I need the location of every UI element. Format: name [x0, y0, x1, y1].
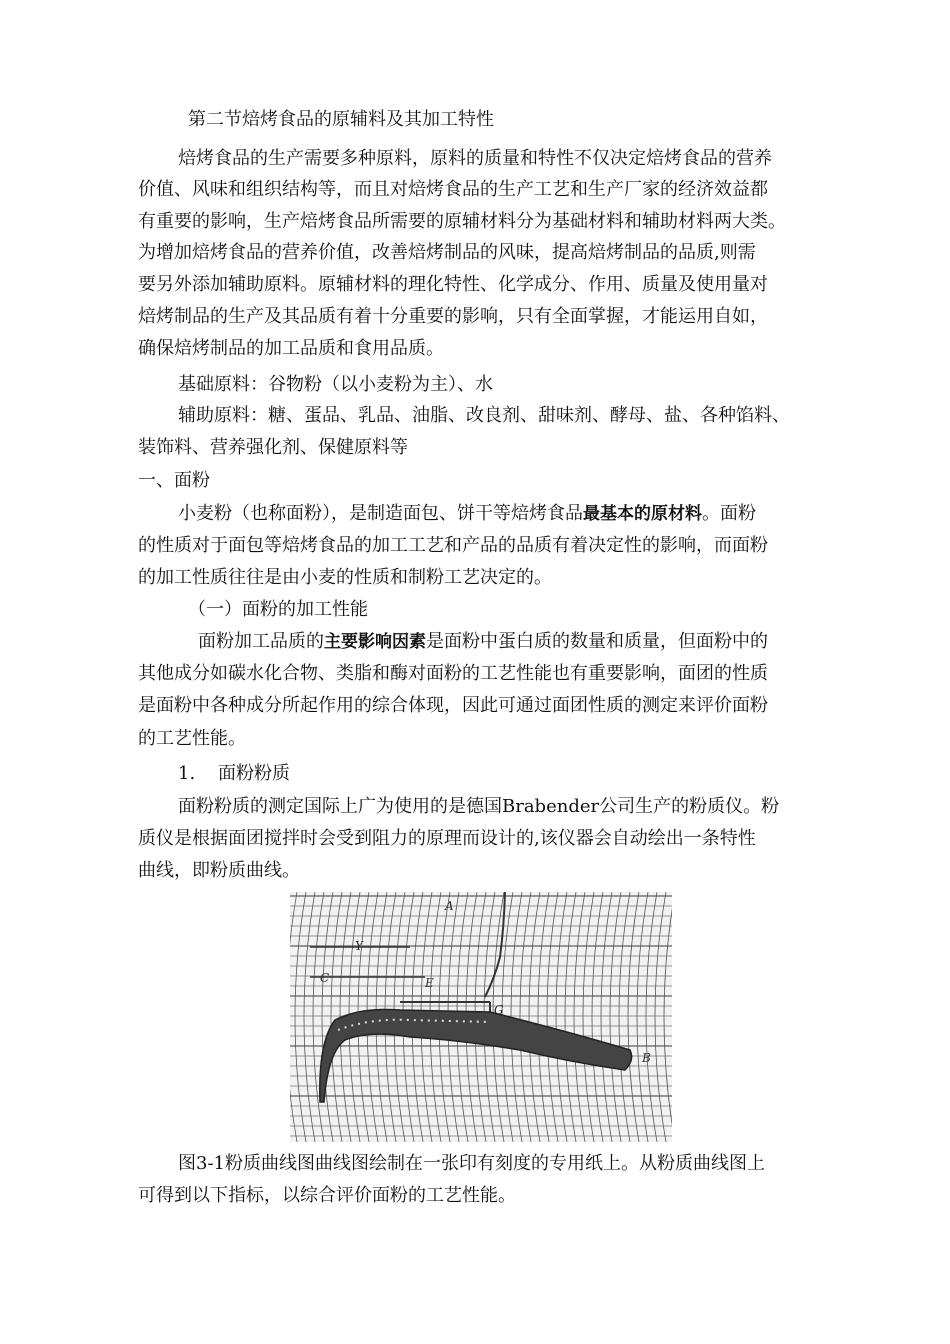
- heading-flour: 一、面粉: [138, 470, 210, 491]
- text-line: 确保焙烤制品的加工品质和食用品质。: [138, 338, 444, 359]
- text-line: 为增加焙烤食品的营养价值，改善焙烤制品的风味，提高焙烤制品的品质,则需: [138, 242, 756, 263]
- figure-label-a: A: [445, 899, 454, 913]
- text-line: [178, 502, 756, 526]
- text-line: 的性质对于面包等焙烤食品的加工工艺和产品的品质有着决定性的影响，而面粉: [138, 535, 768, 556]
- text-line: 价值、风味和组织结构等，而且对焙烤食品的生产工艺和生产厂家的经济效益都: [138, 179, 768, 200]
- emphasis-text: 主要影响因素: [324, 632, 426, 652]
- text-line: 曲线，即粉质曲线。: [138, 860, 300, 881]
- section-title: 第二节焙烤食品的原辅料及其加工特性: [188, 109, 494, 130]
- basic-materials-line: 基础原料：谷物粉（以小麦粉为主）、水: [178, 374, 493, 395]
- farinograph-curve-figure: [290, 892, 672, 1142]
- figure-label-g: G: [494, 1003, 504, 1017]
- text-segment: 是面粉中蛋白质的数量和质量，但面粉中的: [426, 631, 768, 652]
- text-segment: 。面粉: [702, 503, 756, 524]
- text-line: 焙烤制品的生产及其品质有着十分重要的影响，只有全面掌握，才能运用自如，: [138, 306, 768, 327]
- text-line: 的加工性质往往是由小麦的性质和制粉工艺决定的。: [138, 567, 552, 588]
- emphasis-text: 最基本的原材料: [583, 504, 702, 524]
- text-line: [198, 630, 768, 654]
- figure-label-y: Y: [355, 939, 363, 953]
- text-line: 质仪是根据面团搅拌时会受到阻力的原理而设计的,该仪器会自动绘出一条特性: [138, 828, 756, 849]
- text-line: 焙烤食品的生产需要多种原料，原料的质量和特性不仅决定焙烤食品的营养: [178, 148, 772, 169]
- text-line: 其他成分如碳水化合物、类脂和酶对面粉的工艺性能也有重要影响，面团的性质: [138, 663, 768, 684]
- text-line: 可得到以下指标，以综合评价面粉的工艺性能。: [138, 1185, 516, 1206]
- text-line: 图3-1粉质曲线图曲线图绘制在一张印有刻度的专用纸上。从粉质曲线图上: [178, 1153, 765, 1174]
- text-line: 要另外添加辅助原料。原辅材料的理化特性、化学成分、作用、质量及使用量对: [138, 274, 768, 295]
- text-line: 面粉粉质的测定国际上广为使用的是德国Brabender公司生产的粉质仪。粉: [178, 796, 780, 817]
- item-title: 面粉粉质: [218, 763, 290, 784]
- item-number: 1.: [178, 763, 196, 784]
- text-segment: 面粉加工品质的: [198, 631, 324, 652]
- text-line: 的工艺性能。: [138, 728, 246, 749]
- figure-label-c: C: [320, 971, 330, 985]
- subheading-processing: （一）面粉的加工性能: [188, 599, 368, 620]
- text-line: 是面粉中各种成分所起作用的综合体现，因此可通过面团性质的测定来评价面粉: [138, 695, 768, 716]
- text-line: 装饰料、营养强化剂、保健原料等: [138, 437, 408, 458]
- figure-label-e: E: [425, 976, 434, 990]
- text-line: 有重要的影响，生产焙烤食品所需要的原辅材料分为基础材料和辅助材料两大类。: [138, 211, 786, 232]
- figure-label-b: B: [642, 1051, 651, 1065]
- text-segment: 小麦粉（也称面粉），是制造面包、饼干等焙烤食品: [178, 503, 583, 524]
- text-line: 辅助原料：糖、蛋品、乳品、油脂、改良剂、甜味剂、酵母、盐、各种馅料、: [178, 405, 790, 426]
